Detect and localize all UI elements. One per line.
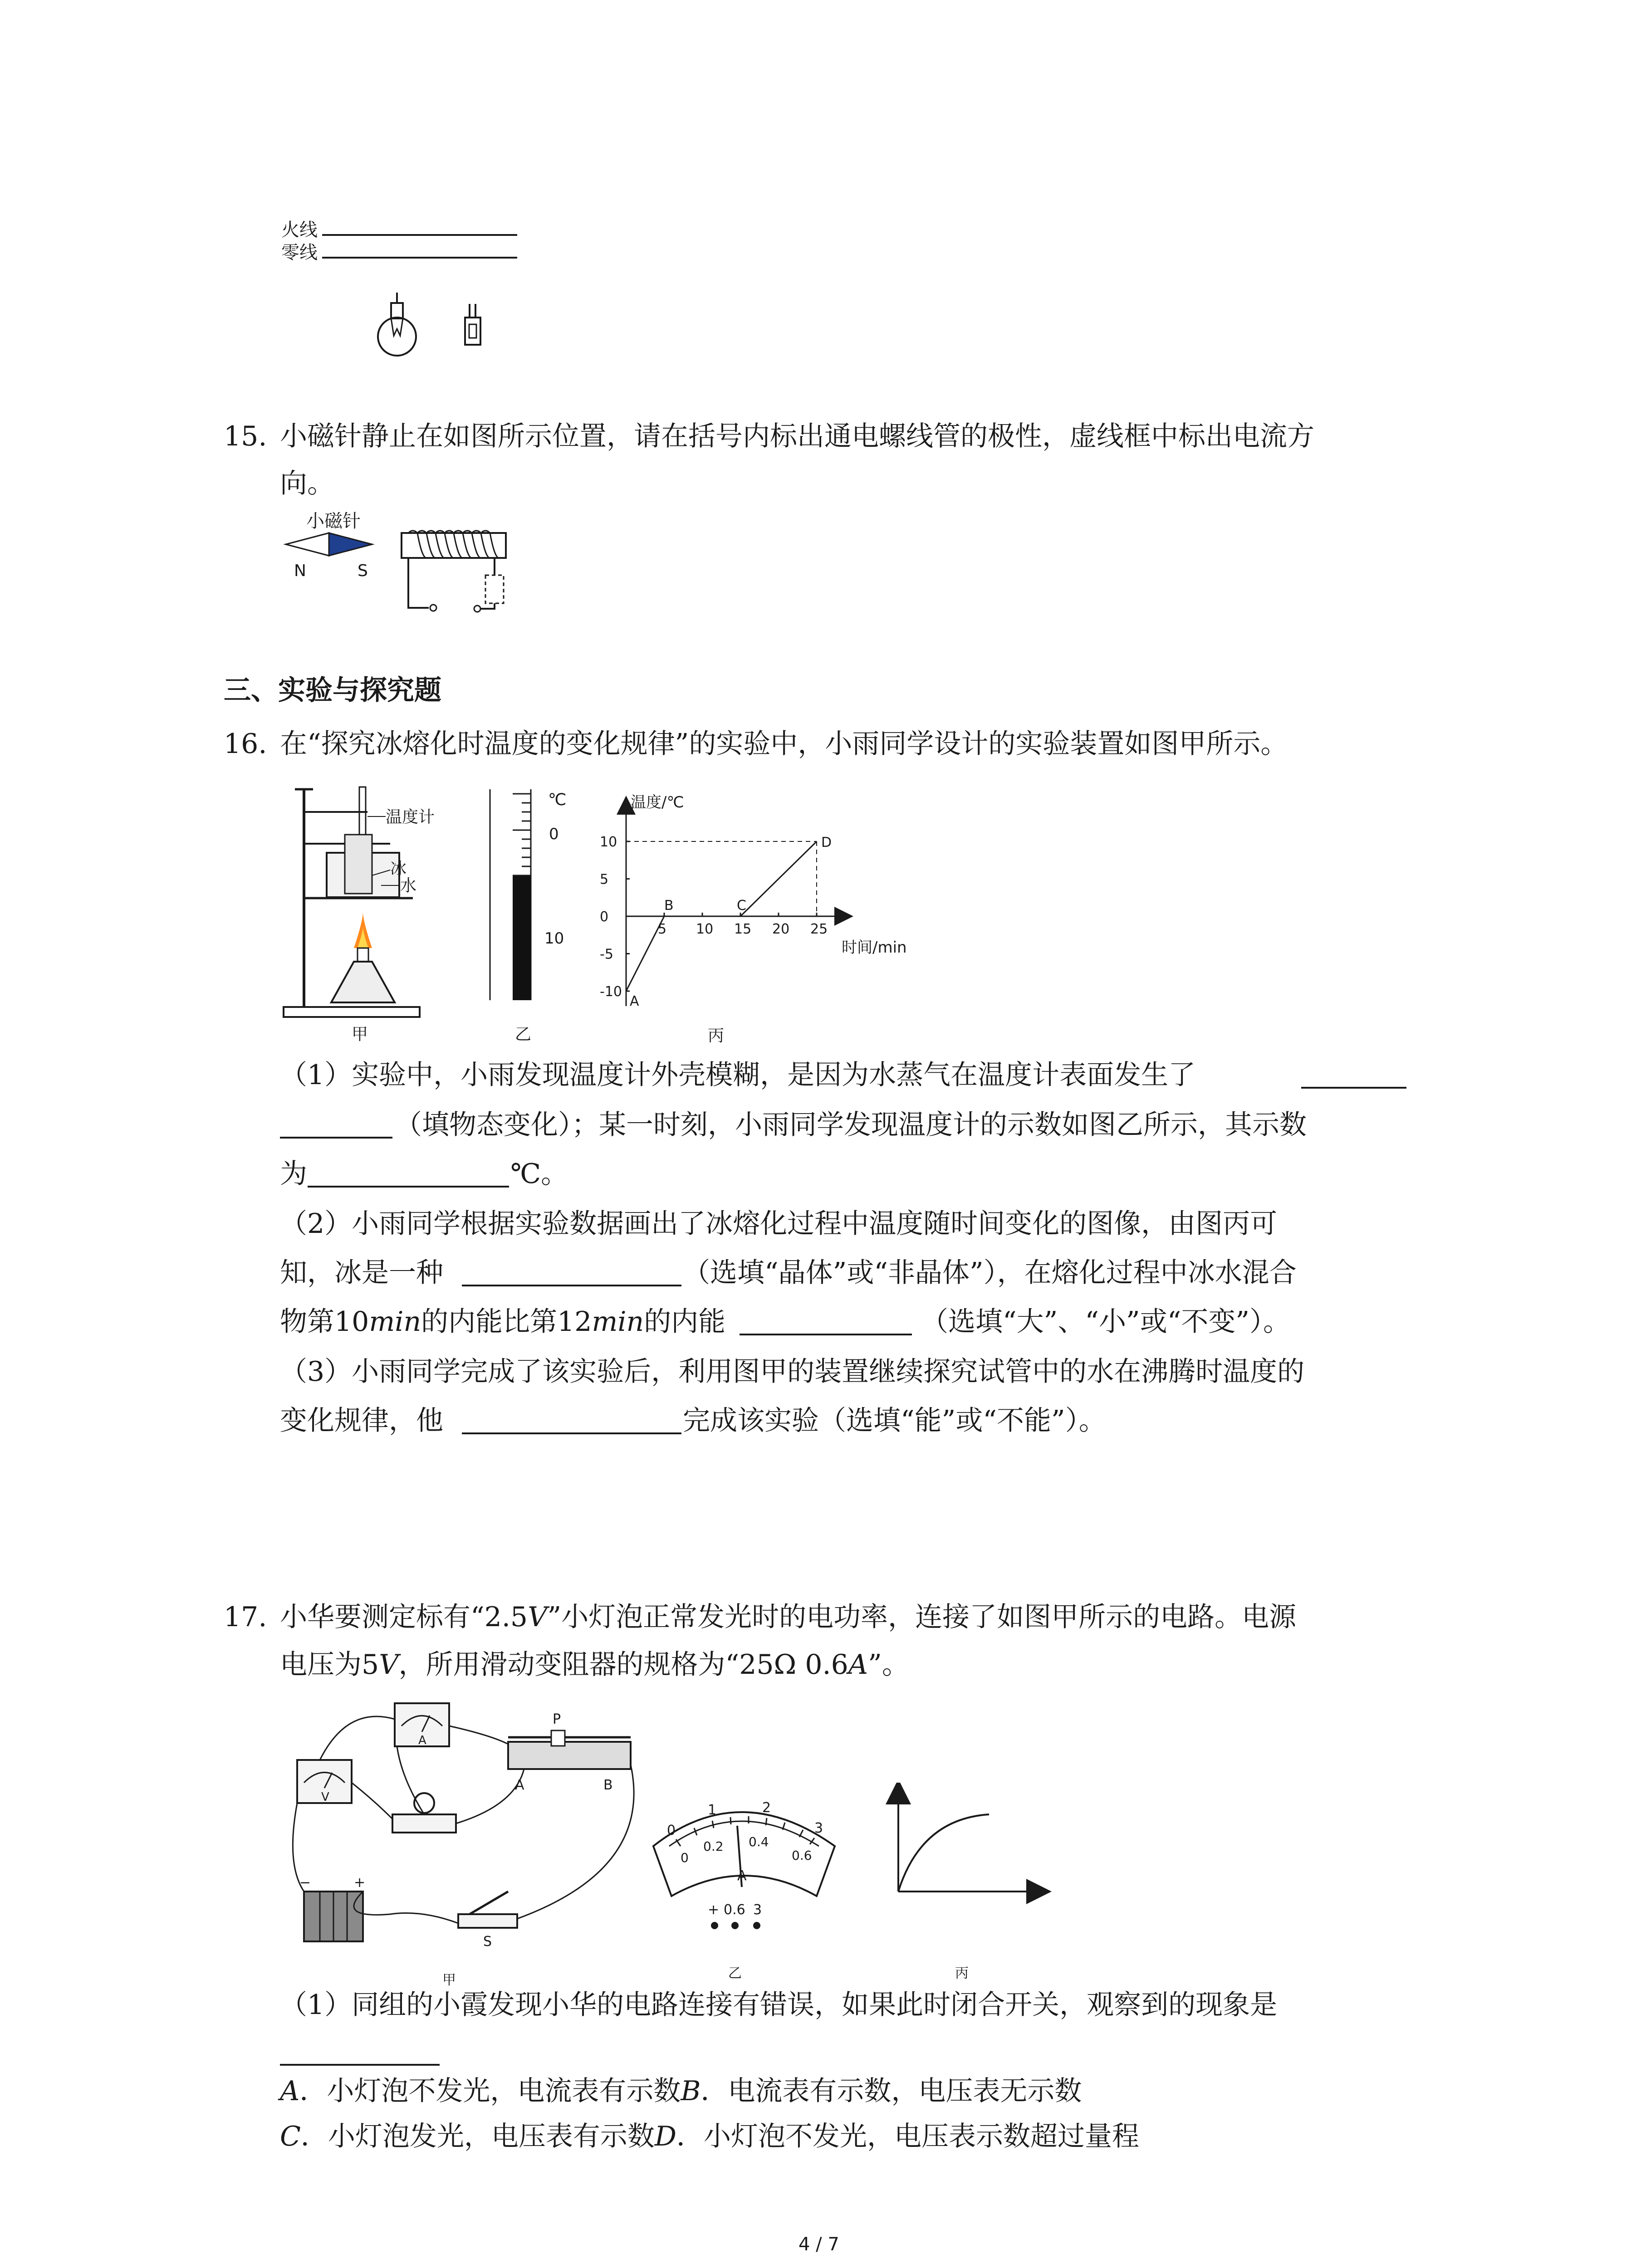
q17-ammeter-dial [644, 1778, 844, 1982]
q17-l2-e: ”。 [868, 1649, 909, 1681]
q17-curve-figure [885, 1783, 1057, 1982]
label-water: 水 [400, 876, 417, 895]
battery-minus: − [299, 1875, 311, 1891]
q17-line2 [280, 1649, 909, 1681]
mercury-column [513, 875, 531, 1000]
caption-jia: 甲 [352, 1025, 368, 1043]
svg-text:V: V [321, 1790, 329, 1804]
graph-xlabel: 时间/min [842, 938, 907, 957]
q17-opt-d-text: ．小灯泡不发光，电压表示数超过量程 [676, 2121, 1140, 2152]
label-thermometer: 温度计 [386, 808, 435, 826]
q17-opt-c-text: ．小灯泡发光，电压表有示数 [300, 2121, 655, 2152]
thermometer-ticks [513, 794, 531, 875]
rheostat-end-b: B [603, 1777, 613, 1793]
q16-p1-line2: （填物态变化）；某一时刻，小雨同学发现温度计的示数如图乙所示，其示数 [395, 1109, 1307, 1141]
graph-point-label: B [664, 898, 674, 914]
solenoid-coil [402, 531, 506, 558]
q17-l2-b: V [379, 1649, 399, 1681]
terminal-06: 0.6 [724, 1902, 745, 1918]
q14-wiring-figure [272, 213, 526, 367]
rheostat-end-a: A [515, 1777, 524, 1793]
thermometer-unit: ℃ [548, 791, 567, 809]
caption-yi: 乙 [515, 1025, 532, 1043]
thermometer-tick-0: 0 [549, 825, 559, 843]
needle-label: 小磁针 [306, 511, 361, 532]
needle-south-label: S [358, 562, 368, 580]
q16-p2-seg-g: 的内能 [644, 1306, 726, 1338]
q16-thermometer-figure [481, 785, 581, 1043]
alcohol-lamp-icon [331, 912, 395, 1002]
battery-icon [304, 1892, 363, 1941]
q17-opt-b-letter: B [681, 2075, 701, 2107]
q16-blank-1c[interactable] [308, 1186, 509, 1188]
q17-option-cd [280, 2123, 1139, 2150]
caption-dial-yi: 乙 [728, 1965, 742, 1981]
q16-p2-seg-b: 10 [334, 1306, 369, 1338]
dial-outer-0: 0 [667, 1823, 676, 1838]
graph-plot-area [600, 805, 844, 1009]
graph-x-tick-label: 15 [734, 921, 752, 937]
bulb-icon [378, 293, 416, 356]
graph-x-tick-label: 5 [658, 921, 667, 937]
dial-inner-02: 0.2 [703, 1839, 724, 1854]
thermometer-tick-10: 10 [544, 929, 564, 948]
switch-icon [465, 304, 480, 345]
dial-inner-0: 0 [681, 1850, 689, 1865]
q16-p1-line3-post: ℃。 [510, 1158, 568, 1190]
q16-blank-2a[interactable] [462, 1285, 681, 1286]
caption-bing: 丙 [708, 1026, 725, 1045]
q15-text-line2: 向。 [280, 468, 334, 499]
page-number: 4 / 7 [798, 2234, 839, 2255]
compass-needle-icon [286, 533, 372, 556]
q15-number: 15. [224, 420, 267, 452]
q16-p3-line2-post: 完成该实验（选填“能”或“不能”）。 [683, 1405, 1106, 1437]
q17-l2-d: A [848, 1649, 868, 1681]
q17-line1 [280, 1603, 1296, 1631]
bulb-holder-icon [392, 1793, 456, 1833]
graph-x-tick-label: 20 [772, 921, 790, 937]
graph-x-tick-label: 10 [696, 921, 714, 937]
q16-p2-seg-a: 物第 [280, 1306, 334, 1338]
rheostat-slider-label: P [553, 1711, 561, 1727]
graph-point-label: C [737, 898, 746, 914]
q17-l2-c: ，所用滑动变阻器的规格为“25Ω 0.6 [398, 1649, 848, 1681]
q17-l1-a: 小华要测定标有“2.5 [280, 1601, 528, 1633]
q17-number: 17. [224, 1601, 267, 1633]
graph-y-tick-label: 5 [600, 871, 609, 888]
q16-apparatus-figure [277, 780, 467, 1043]
dial-inner-04: 0.4 [749, 1834, 769, 1849]
q17-l1-b: V [528, 1601, 548, 1633]
q15-solenoid-figure [281, 508, 517, 621]
q17-opt-d-letter: D [654, 2121, 677, 2152]
q15-text-line1: 小磁针静止在如图所示位置，请在括号内标出通电螺线管的极性，虚线框中标出电流方 [280, 420, 1314, 452]
q17-blank-1[interactable] [280, 2064, 440, 2066]
graph-point-label: D [821, 835, 832, 850]
q16-blank-1b[interactable] [280, 1137, 392, 1139]
terminal-plus: + [708, 1902, 720, 1918]
dial-inner-06: 0.6 [792, 1848, 812, 1863]
svg-text:A: A [418, 1734, 426, 1747]
q17-option-ab [280, 2077, 1082, 2105]
graph-y-tick-label: 0 [600, 909, 609, 925]
dial-meter-label: A [737, 1868, 747, 1884]
switch-icon [458, 1892, 517, 1928]
graph-y-tick-label: 10 [600, 834, 617, 850]
q16-p2-seg-c: min [369, 1306, 421, 1338]
q17-opt-a-text: ．小灯泡不发光，电流表有示数 [299, 2075, 681, 2107]
curve-line [898, 1814, 989, 1892]
graph-ylabel: 温度/℃ [631, 793, 684, 811]
q17-circuit-figure [277, 1692, 649, 1987]
q16-p2-seg-f: min [592, 1306, 644, 1338]
q16-blank-2b[interactable] [740, 1334, 912, 1335]
battery-plus: + [354, 1875, 366, 1891]
rheostat-icon [508, 1730, 631, 1769]
q16-blank-1a[interactable] [1301, 1087, 1406, 1089]
q16-p2-line3-post: （选填“大”、“小”或“不变”）。 [921, 1306, 1291, 1338]
voltmeter-icon [297, 1760, 352, 1804]
q17-opt-b-text: ．电流表有示数，电压表无示数 [700, 2075, 1082, 2107]
section-title: 三、实验与探究题 [224, 675, 441, 706]
q16-p3-line1: （3）小雨同学完成了该实验后，利用图甲的装置继续探究试管中的水在沸腾时温度的 [280, 1356, 1305, 1388]
terminal-posts [711, 1922, 760, 1929]
q16-p2-line2-post: （选填“晶体”或“非晶体”），在熔化过程中冰水混合 [683, 1257, 1297, 1289]
q16-blank-3[interactable] [462, 1432, 681, 1434]
q16-p2-seg-d: 的内能比第 [421, 1306, 558, 1338]
q16-p2-line2-pre: 知，冰是一种 [280, 1257, 443, 1289]
q17-p1-line1: （1）同组的小霞发现小华的电路连接有错误，如果此时闭合开关，观察到的现象是 [280, 1989, 1278, 2021]
graph-x-tick-label: 25 [810, 921, 828, 937]
dial-outer-1: 1 [708, 1802, 717, 1818]
current-direction-box [485, 575, 504, 603]
live-wire-label: 火线 [281, 220, 318, 240]
dial-outer-3: 3 [814, 1820, 823, 1836]
graph-point-label: A [630, 993, 639, 1009]
q16-stem: 在“探究冰熔化时温度的变化规律”的实验中，小雨同学设计的实验装置如图甲所示。 [280, 728, 1288, 760]
q16-p3-line2-pre: 变化规律，他 [280, 1405, 443, 1437]
q17-l1-c: ”小灯泡正常发光时的电功率，连接了如图甲所示的电路。电源 [547, 1601, 1297, 1633]
q16-temperature-graph [590, 789, 935, 1048]
terminal-3: 3 [753, 1902, 762, 1918]
q16-p2-seg-e: 12 [557, 1306, 592, 1338]
q17-opt-c-letter: C [280, 2121, 301, 2152]
neutral-wire-label: 零线 [281, 242, 318, 263]
needle-north-label: N [294, 562, 306, 580]
ammeter-icon [395, 1703, 449, 1747]
q17-l2-a: 电压为5 [280, 1649, 379, 1681]
dial-outer-2: 2 [762, 1800, 771, 1816]
switch-label: S [483, 1934, 492, 1950]
q16-number: 16. [224, 728, 267, 760]
q16-p2-line1: （2）小雨同学根据实验数据画出了冰熔化过程中温度随时间变化的图像，由图丙可 [280, 1208, 1278, 1240]
q17-opt-a-letter: A [280, 2075, 300, 2107]
graph-y-tick-label: -5 [600, 946, 613, 963]
caption-curve-bing: 丙 [955, 1965, 969, 1981]
caption-circuit-jia: 甲 [442, 1972, 456, 1987]
q16-p2-line3 [280, 1306, 726, 1338]
label-ice: 冰 [390, 860, 407, 878]
graph-y-tick-label: -10 [600, 984, 622, 1000]
q16-p1-line3-pre: 为 [280, 1158, 307, 1190]
q16-p1-line1: （1）实验中，小雨发现温度计外壳模糊，是因为水蒸气在温度计表面发生了 [280, 1059, 1196, 1091]
